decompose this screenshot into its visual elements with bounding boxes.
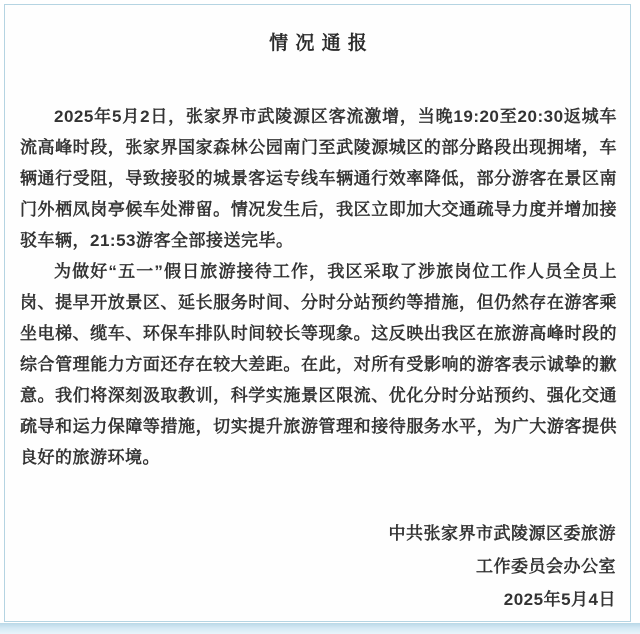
signature-org-line-2: 工作委员会办公室 bbox=[476, 557, 616, 576]
signature-date: 2025年5月4日 bbox=[503, 590, 616, 609]
notice-paragraph-1: 2025年5月2日，张家界市武陵源区客流激增，当晚19:20至20:30返城车流高峰时段，张家界国家森林公园南门至武陵源城区的部分路段出现拥堵，车辆通行受阻，导致接驳的城景客运专线车辆通行效率降低，部分游客在景区南门外栖凤岗亭候车处滞留。情况发生后，我区立即加大交通疏导力度并增加接驳车辆，21:53游客全部接送完毕。 bbox=[20, 107, 617, 250]
bottom-strip bbox=[0, 623, 640, 634]
notice-title: 情 况 通 报 bbox=[269, 33, 368, 54]
notice-document bbox=[4, 4, 631, 622]
signature-org-line-1: 中共张家界市武陵源区委旅游 bbox=[388, 524, 616, 543]
signature-block bbox=[20, 517, 617, 616]
notice-paragraph-2: 为做好“五一”假日旅游接待工作，我区采取了涉旅岗位工作人员全员上岗、提早开放景区、延长服务时间、分时分站预约等措施，但仍然存在游客乘坐电梯、缆车、环保车排队时间较长等现象。这反映出我区在旅游高峰时段的综合管理能力方面还存在较大差距。在此，对所有受影响的游客表示诚挚的歉意。我们将深刻汲取教训，科学实施景区限流、优化分时分站预约、强化交通疏导和运力保障等措施，切实提升旅游管理和接待服务水平，为广大游客提供良好的旅游环境。 bbox=[20, 262, 617, 467]
